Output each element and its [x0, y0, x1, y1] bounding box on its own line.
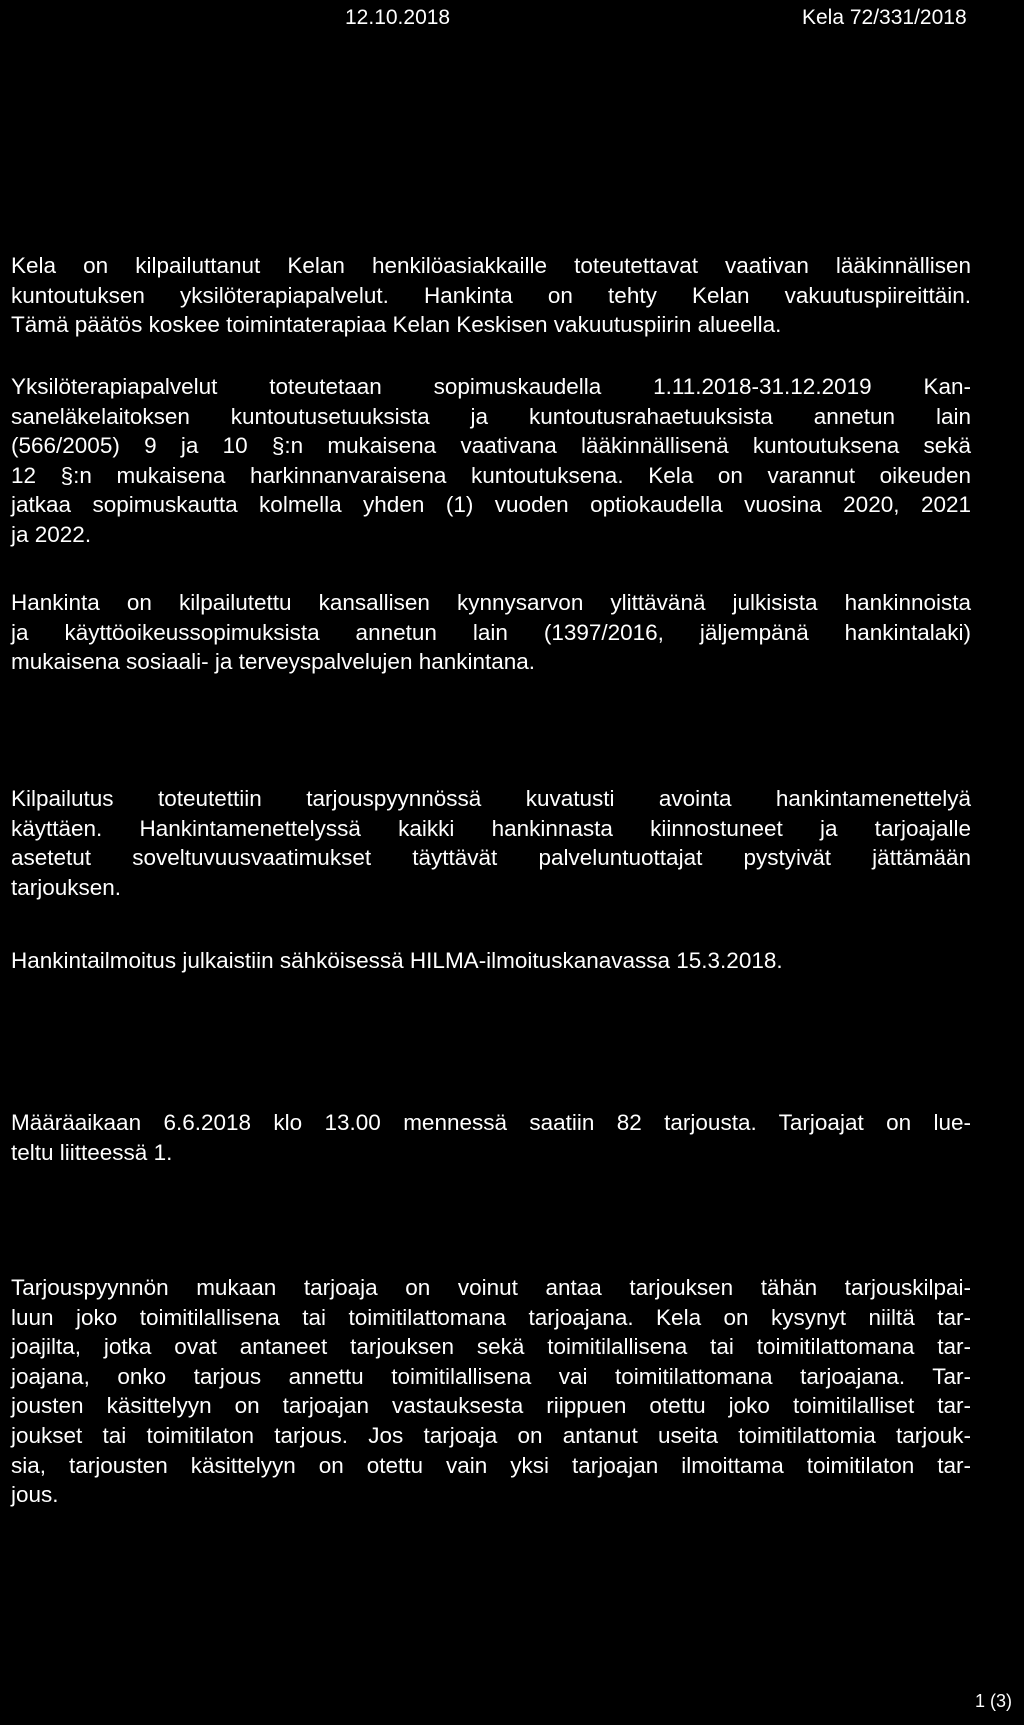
- text-line: käyttäen. Hankintamenettelyssä kaikki hankinnasta kiinnostuneet ja tarjoajalle: [11, 815, 971, 841]
- text-line: (566/2005) 9 ja 10 §:n mukaisena vaativana lääkinnällisenä kuntoutuksena sekä: [11, 433, 971, 459]
- paragraph-notice: [11, 946, 971, 976]
- paragraph-tenders-received: [11, 1108, 971, 1167]
- text-line: saneläkelaitoksen kuntoutusetuuksista ja kuntoutusrahaetuuksista annetun lain: [11, 403, 971, 429]
- page-number: 1 (3): [975, 1691, 1013, 1711]
- text-line: joajana, onko tarjous annettu toimitilallisena vai toimitilattomana tarjoajana. Tar-: [11, 1363, 971, 1389]
- text-line: Kela on kilpailuttanut Kelan henkilöasiakkaille toteutettavat vaativan lääkinnällisen: [11, 253, 971, 278]
- text-line: luun joko toimitilallisena tai toimitilattomana tarjoajana. Kela on kysynyt niiltä tar-: [11, 1304, 971, 1330]
- text-line: ja käyttöoikeussopimuksista annetun lain (1397/2016, jäljempänä hankintalaki): [11, 619, 971, 645]
- text-line: Kilpailutus toteutettiin tarjouspyynnössä kuvatusti avointa hankintamenettelyä: [11, 786, 971, 811]
- document-reference: Kela 72/331/2018: [802, 6, 967, 29]
- text-line: jousten käsittelyyn on tarjoajan vastauksesta riippuen otettu joko toimitilalliset tar-: [11, 1393, 971, 1419]
- text-line: Yksilöterapiapalvelut toteutetaan sopimuskaudella 1.11.2018-31.12.2019 Kan-: [11, 374, 971, 399]
- text-line: teltu liitteessä 1.: [11, 1139, 173, 1165]
- paragraph-tender-handling: [11, 1273, 971, 1510]
- text-line: joajilta, jotka ovat antaneet tarjouksen sekä toimitilallisena tai toimitilattomana tar-: [11, 1334, 971, 1360]
- text-line: Hankintailmoitus julkaistiin sähköisessä HILMA-ilmoituskanavassa 15.3.2018.: [11, 948, 783, 973]
- text-line: asetetut soveltuvuusvaatimukset täyttävät palveluntuottajat pystyivät jättämään: [11, 845, 971, 871]
- text-line: jous.: [11, 1482, 59, 1508]
- text-line: mukaisena sosiaali- ja terveyspalvelujen hankintana.: [11, 649, 536, 675]
- paragraph-contract-period: [11, 372, 971, 550]
- text-line: kuntoutuksen yksilöterapiapalvelut. Hankinta on tehty Kelan vakuutuspiireittäin.: [11, 282, 971, 308]
- text-line: tarjouksen.: [11, 874, 122, 900]
- paragraph-procurement-law: [11, 588, 971, 677]
- text-line: Tarjouspyynnön mukaan tarjoaja on voinut antaa tarjouksen tähän tarjouskilpai-: [11, 1275, 971, 1300]
- text-line: Määräaikaan 6.6.2018 klo 13.00 mennessä saatiin 82 tarjousta. Tarjoajat on lue-: [11, 1110, 971, 1135]
- text-line: Tämä päätös koskee toimintaterapiaa Kelan Keskisen vakuutuspiirin alueella.: [11, 312, 782, 338]
- paragraph-procurement-intro: [11, 251, 971, 340]
- text-line: joukset tai toimitilaton tarjous. Jos tarjoaja on antanut useita toimitilattomia tarjouk-: [11, 1422, 971, 1448]
- document-date: 12.10.2018: [345, 6, 451, 29]
- text-line: jatkaa sopimuskautta kolmella yhden (1) vuoden optiokaudella vuosina 2020, 2021: [11, 492, 971, 518]
- page-header: [0, 2, 1024, 38]
- text-line: Hankinta on kilpailutettu kansallisen kynnysarvon ylittävänä julkisista hankinnoista: [11, 590, 971, 615]
- text-line: ja 2022.: [11, 521, 92, 547]
- text-line: sia, tarjousten käsittelyyn on otettu vain yksi tarjoajan ilmoittama toimitilaton tar-: [11, 1452, 971, 1478]
- text-line: 12 §:n mukaisena harkinnanvaraisena kuntoutuksena. Kela on varannut oikeuden: [11, 462, 971, 488]
- paragraph-procedure: [11, 784, 971, 902]
